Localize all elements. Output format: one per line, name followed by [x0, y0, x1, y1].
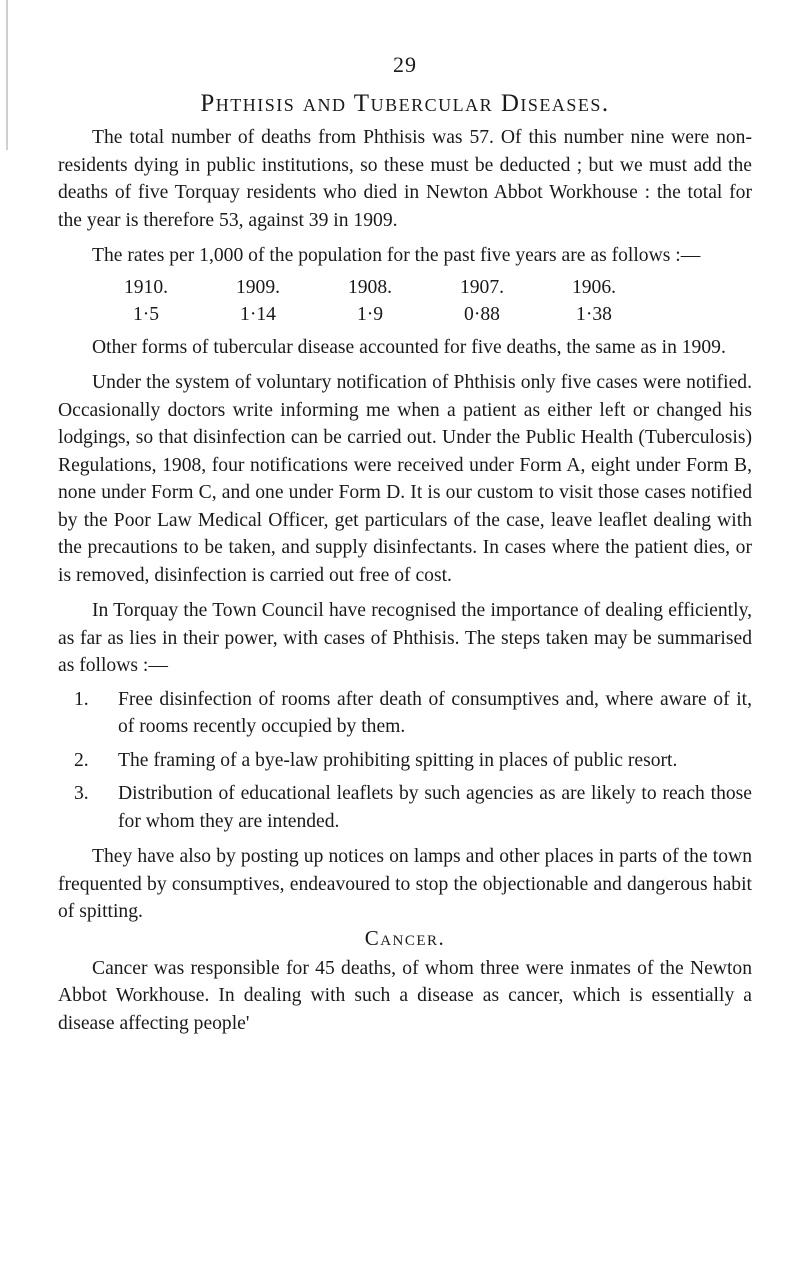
- list-item-number: 2.: [74, 749, 89, 771]
- paragraph-cancer: Cancer was responsible for 45 deaths, of whom three were inmates of the Newton Abbot Workhouse. In dealing with such a disease as cancer, which is essentially a disease affecting people': [58, 957, 752, 1034]
- rate-value: 1·14: [240, 303, 276, 325]
- rate-value: 1·9: [356, 303, 384, 325]
- rate-year: 1909.: [235, 276, 281, 298]
- paragraph-rates-intro: The rates per 1,000 of the population for the past five years are as follows :—: [92, 245, 701, 266]
- page-number: 29: [393, 52, 417, 77]
- rates-table: [90, 274, 650, 328]
- paragraph-notices: They have also by posting up notices on lamps and other places in parts of the town frequented by consumptives, endeavoured to stop the objectionable and dangerous habit of spitting.: [58, 846, 752, 922]
- list-item-number: 1.: [74, 688, 89, 710]
- rate-year: 1910.: [123, 276, 169, 298]
- cancer-heading: Cancer.: [364, 925, 446, 950]
- section-heading: Phthisis and Tubercular Diseases.: [200, 90, 610, 117]
- rate-value: 1·5: [132, 303, 160, 325]
- paragraph-other-forms: Other forms of tubercular disease accounted for five deaths, the same as in 1909.: [92, 336, 726, 358]
- rate-year: 1908.: [347, 276, 393, 298]
- list-item-number: 3.: [74, 783, 89, 804]
- rate-value: 1·38: [576, 303, 612, 325]
- list-item-text: The framing of a bye-law prohibiting spitting in places of public resort.: [118, 749, 678, 771]
- list-item: [58, 686, 752, 741]
- list-item: [58, 747, 752, 775]
- page-edge-shadow: [6, 0, 8, 150]
- steps-list: [58, 686, 752, 836]
- rates-years-row: [90, 274, 650, 301]
- paragraph-notification: Under the system of voluntary notification of Phthisis only five cases were notified. Occasionally doctors write informing me when a patient as either left or changed his lodgings, so that disinfection can be carried out. Under the Public Health (Tuberculosis) Regulations, 1908, four notifications were received under Form A, eight under Form B, none under Form C, and one under Form D. It is our custom to visit those cases notified by the Poor Law Medical Officer, get particulars of the case, leave leaflet dealing with the precautions to be taken, and supply disinfectants. In cases where the patient dies, or is removed, disinfection is carried out free of cost.: [58, 372, 752, 586]
- paragraph-town-council: In Torquay the Town Council have recognised the importance of dealing efficiently, as far as lies in their power, with cases of Phthisis. The steps taken may be summarised as follows :—: [58, 600, 752, 676]
- list-item-text: Distribution of educational leaflets by such agencies as are likely to reach those for whom they are intended.: [118, 783, 752, 832]
- rate-year: 1906.: [571, 276, 617, 298]
- rate-year: 1907.: [459, 276, 505, 298]
- paragraph-total-deaths: The total number of deaths from Phthisis was 57. Of this number nine were non-residents dying in public institutions, so these must be deducted ; but we must add the deaths of five Torquay residents who died in Newton Abbot Workhouse : the total for the year is therefore 53, against 39 in 1909.: [58, 127, 752, 231]
- rate-value: 0·88: [464, 303, 500, 325]
- list-item-text: Free disinfection of rooms after death of consumptives and, where aware of it, of rooms recently occupied by them.: [118, 688, 752, 737]
- rates-values-row: [90, 301, 650, 328]
- list-item: [58, 780, 752, 835]
